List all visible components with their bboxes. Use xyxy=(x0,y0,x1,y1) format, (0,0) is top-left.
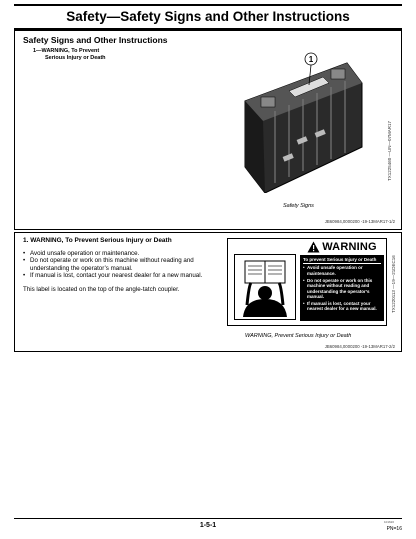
figure-id: TX1220113 —19—21DEC16 xyxy=(391,255,396,313)
list-item: • Do not operate or work on this machine without reading and understanding the operator’s manual. xyxy=(23,257,213,272)
figure-caption: WARNING, Prevent Serious Injury or Death xyxy=(245,333,352,339)
callout-legend xyxy=(33,48,106,62)
reference-code: JB60984,0000200 -19-13MAR17-1/2 xyxy=(324,219,395,224)
callout-line-2: Serious Injury or Death xyxy=(45,55,106,61)
location-note: This label is located on the top of the angle-tatch coupler. xyxy=(23,286,180,294)
list-item: • If manual is lost, contact your nearest dealer for a new manual. xyxy=(23,272,213,279)
warning-text xyxy=(23,250,213,293)
warning-section xyxy=(14,232,402,352)
footer-rule xyxy=(14,518,402,519)
callout-line-1: 1—WARNING, To Prevent xyxy=(33,48,100,54)
figure-caption: Safety Signs xyxy=(283,203,314,209)
warning-message-panel xyxy=(300,255,384,321)
list-item: • Avoid unsafe operation or maintenance. xyxy=(23,250,213,257)
figure-id: TX1225460 —UN—07MAR17 xyxy=(387,120,392,181)
page-number: 1-5-1 xyxy=(199,522,217,529)
warning-triangle-icon xyxy=(307,241,320,253)
warning-word: WARNING xyxy=(322,241,377,253)
warning-panel-item: • Do not operate or work on this machine without reading and understanding the operator’s manual. xyxy=(303,278,381,300)
footer-small-code: 101620 xyxy=(383,520,394,524)
pictogram-icon xyxy=(235,255,295,319)
warning-panel-header: To prevent Serious Injury or Death xyxy=(303,257,381,264)
section-title: Safety Signs and Other Instructions xyxy=(23,35,168,45)
warning-panel-list xyxy=(303,265,381,311)
warning-panel-item: • If manual is lost, contact your nearest dealer for a new manual. xyxy=(303,301,381,312)
reading-manual-pictogram xyxy=(234,254,296,320)
pn-indicator: PN=16 xyxy=(386,526,402,532)
warning-panel-item: • Avoid unsafe operation or maintenance. xyxy=(303,265,381,276)
coupler-illustration xyxy=(227,43,377,193)
warning-header xyxy=(300,241,384,253)
callout-number: 1 xyxy=(308,55,314,64)
bullet-list xyxy=(23,250,213,279)
reference-code: JB60984,0000200 -19-13MAR17-2/2 xyxy=(324,344,395,349)
warning-label xyxy=(227,238,387,326)
page-title: Safety—Safety Signs and Other Instructions xyxy=(14,4,402,30)
section-title: 1. WARNING, To Prevent Serious Injury or Death xyxy=(23,237,172,244)
safety-signs-section xyxy=(14,30,402,230)
